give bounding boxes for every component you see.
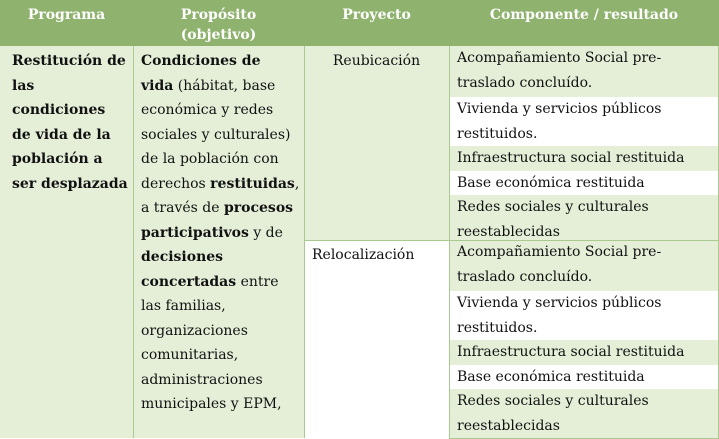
proposito-segment: organizaciones [141, 322, 248, 339]
componente-cell [449, 389, 719, 438]
proposito-line [141, 294, 304, 319]
proposito-line [141, 343, 304, 368]
proposito-segment: municipales y EPM, [141, 396, 282, 412]
componente-line: restituidos. [457, 125, 538, 142]
programa-text [12, 49, 133, 196]
componente-line: Infraestructura social restituida [457, 150, 685, 166]
divider [449, 46, 450, 438]
proposito-line [141, 196, 304, 221]
proposito-segment: decisiones [141, 249, 224, 265]
componente-text [449, 291, 719, 340]
componente-line: restituidos. [457, 319, 538, 336]
proposito-segment: comunitarias, [141, 347, 239, 363]
programa-line: ser desplazada [12, 175, 128, 192]
proposito-segment: de la población con [141, 151, 279, 167]
componente-cell [449, 195, 719, 240]
proposito-segment: económica y redes [141, 102, 274, 118]
componente-line: traslado concluído. [457, 74, 593, 91]
proyecto-cell-reubicacion [304, 46, 449, 240]
proposito-cell [133, 46, 304, 438]
proposito-segment: Condiciones de [141, 53, 261, 69]
componente-cell [449, 46, 719, 97]
componente-text [449, 97, 719, 146]
proposito-line [141, 392, 304, 417]
componente-cell [449, 291, 719, 340]
proposito-line [141, 123, 304, 148]
proposito-segment: , [294, 175, 300, 192]
proposito-text [141, 49, 304, 417]
proposito-segment: concertadas [141, 273, 237, 290]
componente-cell [449, 146, 719, 171]
programa-line: condiciones [12, 102, 106, 118]
proposito-line [141, 270, 304, 295]
componente-line: Infraestructura social restituida [457, 344, 685, 360]
programa-cell [0, 46, 133, 438]
proposito-line [141, 147, 304, 172]
componente-text [449, 46, 719, 95]
header-programa-label: Programa [27, 7, 106, 23]
componente-cell [449, 340, 719, 365]
proyecto-relocalizacion-label: Relocalización [312, 247, 415, 263]
header-componente [449, 0, 719, 46]
proposito-segment: las familias, [141, 298, 226, 314]
proyecto-reubicacion-label: Reubicación [332, 53, 421, 69]
componente-cell [449, 171, 719, 195]
header-proposito-label: Propósito [180, 7, 257, 23]
componente-text [449, 146, 719, 171]
header-componente-label: Componente / resultado [489, 7, 679, 23]
proposito-line [141, 49, 304, 74]
proposito-segment: vida [141, 77, 174, 94]
componente-line: Base económica restituida [457, 369, 645, 385]
proposito-segment: a través de [141, 200, 224, 216]
proposito-segment: sociales y culturales) [141, 126, 291, 143]
proposito-segment: (hábitat, base [173, 77, 276, 94]
componente-line: Base económica restituida [457, 175, 645, 191]
header-proposito-sublabel: (objetivo) [180, 27, 257, 43]
componente-line: Redes sociales y culturales [457, 393, 649, 409]
programa-line: las [12, 77, 35, 94]
componente-text [449, 365, 719, 389]
componente-text [449, 240, 719, 289]
divider [304, 240, 719, 241]
header-proposito [133, 0, 304, 46]
proposito-segment: derechos [141, 175, 211, 192]
componente-cell [449, 240, 719, 291]
header-proyecto [304, 0, 449, 46]
componente-text [449, 340, 719, 365]
componente-cell [449, 365, 719, 389]
componente-line: Vivienda y servicios públicos [457, 101, 662, 117]
divider [133, 46, 134, 438]
proposito-line [141, 368, 304, 393]
componente-line: reestablecidas [457, 417, 560, 434]
componente-line: Redes sociales y culturales [457, 199, 649, 215]
componente-cell [449, 97, 719, 146]
componente-line: Vivienda y servicios públicos [457, 295, 662, 311]
proposito-segment: y de [248, 224, 283, 241]
componente-line: Acompañamiento Social pre- [457, 244, 662, 260]
programa-line: población a [12, 151, 103, 167]
componente-text [449, 389, 719, 438]
proposito-line [141, 319, 304, 344]
componente-text [449, 195, 719, 240]
proposito-line [141, 172, 304, 197]
proposito-segment: entre [236, 273, 279, 290]
proposito-line [141, 221, 304, 246]
divider [304, 46, 305, 438]
componente-text [449, 171, 719, 195]
programa-line: Restitución de [12, 53, 126, 69]
proposito-segment: participativos [141, 224, 249, 241]
programa-line: de vida de la [12, 126, 111, 143]
proposito-line [141, 98, 304, 123]
componente-line: traslado concluído. [457, 268, 593, 285]
componente-line: Acompañamiento Social pre- [457, 50, 662, 66]
header-programa [0, 0, 133, 46]
proposito-segment: administraciones [141, 371, 263, 388]
header-proyecto-label: Proyecto [342, 7, 411, 23]
proposito-segment: restituidas [210, 175, 295, 192]
proposito-segment: procesos [224, 200, 294, 216]
componente-line: reestablecidas [457, 223, 560, 240]
proposito-line [141, 245, 304, 270]
proposito-line [141, 74, 304, 99]
proyecto-cell-relocalizacion [304, 240, 449, 438]
